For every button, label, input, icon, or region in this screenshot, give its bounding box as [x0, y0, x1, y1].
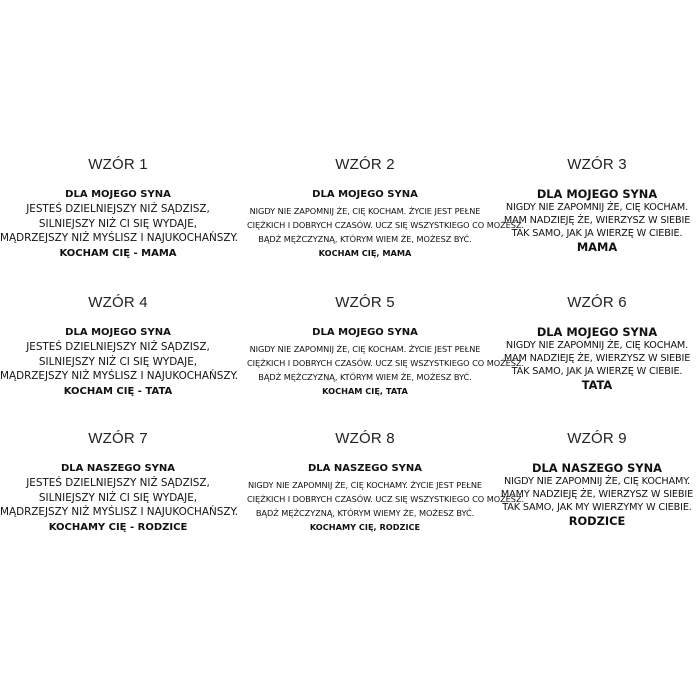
message-line: CIĘŻKICH I DOBRYCH CZASÓW. UCZ SIĘ WSZYSTKIEGO CO MOŻESZ. [247, 358, 525, 368]
message-signature: RODZICE [568, 514, 626, 528]
message-heading: DLA MOJEGO SYNA [65, 189, 171, 200]
message-line: SILNIEJSZY NIŻ CI SIĘ WYDAJE, [38, 217, 198, 230]
pattern-title: WZÓR 3 [567, 156, 627, 173]
message-line: MĄDRZEJSZY NIŻ MYŚLISZ I NAJUKOCHAŃSZY. [0, 232, 238, 244]
message-line: NIGDY NIE ZAPOMNIJ ŻE, CIĘ KOCHAMY. ŻYCIE JEST PEŁNE [247, 480, 483, 490]
message-line: NIGDY NIE ZAPOMNIJ ŻE, CIĘ KOCHAM. ŻYCIE JEST PEŁNE [249, 206, 481, 216]
message-line: MĄDRZEJSZY NIŻ MYŚLISZ I NAJUKOCHAŃSZY. [0, 370, 238, 382]
message-signature: KOCHAM CIĘ, MAMA [318, 248, 412, 258]
pattern-title: WZÓR 9 [567, 430, 627, 447]
message-heading: DLA NASZEGO SYNA [60, 463, 176, 474]
message-line: JESTEŚ DZIELNIEJSZY NIŻ SĄDZISZ, [26, 477, 210, 489]
message-signature: TATA [581, 378, 613, 392]
pattern-message [494, 326, 700, 392]
message-line: CIĘŻKICH I DOBRYCH CZASÓW. UCZ SIĘ WSZYSTKIEGO CO MOŻESZ. [247, 220, 525, 230]
message-line: BĄDŹ MĘŻCZYZNĄ, KTÓRYM WIEMY ŻE, MOŻESZ BYĆ. [255, 508, 475, 518]
pattern-message [247, 188, 525, 260]
message-line: MAM NADZIEJĘ ŻE, WIERZYSZ W SIEBIE [503, 353, 691, 364]
pattern-card-2 [247, 156, 525, 260]
message-line: TAK SAMO, JAK JA WIERZĘ W CIEBIE. [511, 366, 683, 377]
message-heading: DLA NASZEGO SYNA [532, 461, 662, 475]
message-line: NIGDY NIE ZAPOMNIJ ŻE, CIĘ KOCHAMY. [504, 476, 690, 487]
message-line: SILNIEJSZY NIŻ CI SIĘ WYDAJE, [38, 491, 198, 504]
message-heading: DLA NASZEGO SYNA [307, 463, 423, 474]
pattern-message [0, 188, 236, 261]
pattern-title: WZÓR 5 [335, 294, 395, 311]
message-line: NIGDY NIE ZAPOMNIJ ŻE, CIĘ KOCHAM. ŻYCIE JEST PEŁNE [249, 344, 481, 354]
pattern-title: WZÓR 7 [88, 430, 148, 447]
message-line: MAM NADZIEJĘ ŻE, WIERZYSZ W SIEBIE [503, 215, 691, 226]
message-line: CIĘŻKICH I DOBRYCH CZASÓW. UCZ SIĘ WSZYSTKIEGO CO MOŻESZ. [247, 494, 525, 504]
pattern-message [0, 326, 236, 399]
message-line: BĄDŹ MĘŻCZYZNĄ, KTÓRYM WIEM ŻE, MOŻESZ BYĆ. [258, 234, 472, 244]
message-signature: KOCHAMY CIĘ, RODZICE [309, 522, 421, 532]
message-signature: KOCHAM CIĘ, TATA [322, 386, 408, 396]
pattern-card-7 [0, 430, 236, 535]
pattern-message [494, 462, 700, 528]
pattern-card-6 [494, 294, 700, 392]
pattern-message [247, 462, 525, 534]
pattern-message [494, 188, 700, 254]
message-line: MAMY NADZIEJĘ ŻE, WIERZYSZ W SIEBIE [500, 489, 694, 500]
message-line: NIGDY NIE ZAPOMNIJ ŻE, CIĘ KOCHAM. [505, 202, 689, 213]
pattern-message [0, 462, 236, 535]
message-line: MĄDRZEJSZY NIŻ MYŚLISZ I NAJUKOCHAŃSZY. [0, 506, 238, 518]
pattern-card-3 [494, 156, 700, 254]
message-line: JESTEŚ DZIELNIEJSZY NIŻ SĄDZISZ, [26, 203, 210, 215]
pattern-title: WZÓR 8 [335, 430, 395, 447]
pattern-card-4 [0, 294, 236, 399]
pattern-title: WZÓR 2 [335, 156, 395, 173]
message-line: SILNIEJSZY NIŻ CI SIĘ WYDAJE, [38, 355, 198, 368]
message-heading: DLA MOJEGO SYNA [312, 189, 418, 200]
message-heading: DLA MOJEGO SYNA [65, 327, 171, 338]
message-line: NIGDY NIE ZAPOMNIJ ŻE, CIĘ KOCHAM. [505, 340, 689, 351]
message-signature: KOCHAM CIĘ - TATA [63, 385, 173, 397]
message-signature: KOCHAM CIĘ - MAMA [59, 247, 177, 259]
message-signature: MAMA [576, 240, 618, 254]
pattern-title: WZÓR 6 [567, 294, 627, 311]
pattern-message [247, 326, 525, 398]
message-heading: DLA MOJEGO SYNA [536, 325, 658, 339]
pattern-card-5 [247, 294, 525, 398]
message-line: JESTEŚ DZIELNIEJSZY NIŻ SĄDZISZ, [26, 341, 210, 353]
message-line: TAK SAMO, JAK MY WIERZYMY W CIEBIE. [502, 502, 692, 513]
message-line: BĄDŹ MĘŻCZYZNĄ, KTÓRYM WIEM ŻE, MOŻESZ BYĆ. [258, 372, 472, 382]
message-heading: DLA MOJEGO SYNA [536, 187, 658, 201]
message-heading: DLA MOJEGO SYNA [312, 327, 418, 338]
message-signature: KOCHAMY CIĘ - RODZICE [48, 521, 188, 533]
pattern-card-8 [247, 430, 525, 534]
pattern-title: WZÓR 1 [88, 156, 148, 173]
pattern-card-1 [0, 156, 236, 261]
message-line: TAK SAMO, JAK JA WIERZĘ W CIEBIE. [511, 228, 683, 239]
pattern-title: WZÓR 4 [88, 294, 148, 311]
pattern-card-9 [494, 430, 700, 528]
